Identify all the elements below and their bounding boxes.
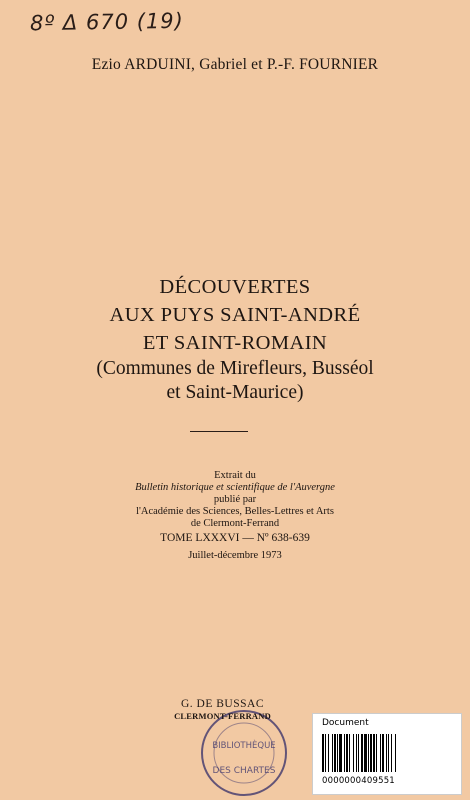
barcode-bar: [368, 734, 369, 772]
subtitle-line-1: (Communes de Mirefleurs, Busséol: [96, 358, 374, 379]
barcode-bar: [386, 734, 387, 772]
title-line-2: AUX PUYS SAINT-ANDRÉ: [109, 304, 361, 326]
subtitle-line-2: et Saint-Maurice): [166, 382, 304, 403]
barcode-bar: [364, 734, 367, 772]
barcode-label-title: Document: [322, 718, 369, 728]
barcode-bar: [370, 734, 372, 772]
barcode-bar: [395, 734, 396, 772]
extract-block: [0, 470, 470, 562]
authors: Ezio ARDUINI, Gabriel et P.-F. FOURNIER: [91, 56, 379, 73]
barcode-bar: [334, 734, 336, 772]
barcode-label: [312, 713, 462, 795]
title-line-3: ET SAINT-ROMAIN: [142, 332, 328, 354]
barcode-bar: [373, 734, 375, 772]
barcode-bar: [339, 734, 342, 772]
handwritten-shelfmark: 8º Δ 670 (19): [29, 8, 185, 36]
barcode-bar: [376, 734, 377, 772]
barcode-bar: [332, 734, 333, 772]
published-by: publié par: [213, 494, 257, 505]
barcode-bar: [361, 734, 363, 772]
barcode-bar: [325, 734, 326, 772]
barcode-bar: [344, 734, 345, 772]
publisher-city: CLERMONT-FERRAND: [174, 711, 271, 721]
journal-name: Bulletin historique et scientifique de l'Auvergne: [135, 482, 335, 493]
title-divider: [190, 431, 248, 432]
document-title: [0, 273, 470, 405]
barcode-bar: [346, 734, 348, 772]
barcode-bar: [380, 734, 381, 772]
title-line-1: DÉCOUVERTES: [159, 276, 311, 298]
barcode-bar: [391, 734, 392, 772]
barcode: [322, 734, 454, 772]
barcode-bar: [353, 734, 354, 772]
barcode-bar: [356, 734, 357, 772]
barcode-number: 0000000409551: [322, 776, 395, 786]
barcode-bar: [322, 734, 324, 772]
barcode-bar: [358, 734, 359, 772]
svg-text:DES CHARTES: DES CHARTES: [212, 766, 276, 776]
svg-text:BIBLIOTHÈQUE: BIBLIOTHÈQUE: [212, 741, 276, 751]
barcode-bar: [337, 734, 338, 772]
barcode-bar: [382, 734, 384, 772]
publisher-name: G. DE BUSSAC: [180, 698, 264, 710]
barcode-bar: [349, 734, 350, 772]
academy-name: l'Académie des Sciences, Belles-Lettres et Arts: [136, 506, 334, 517]
volume-number: TOME LXXXVI — Nº 638-639: [160, 532, 310, 544]
barcode-bar: [388, 734, 389, 772]
academy-city: de Clermont-Ferrand: [190, 518, 280, 529]
barcode-bar: [328, 734, 329, 772]
extract-intro: Extrait du: [214, 470, 256, 481]
publisher: [160, 698, 285, 722]
publication-date: Juillet-décembre 1973: [188, 550, 282, 561]
